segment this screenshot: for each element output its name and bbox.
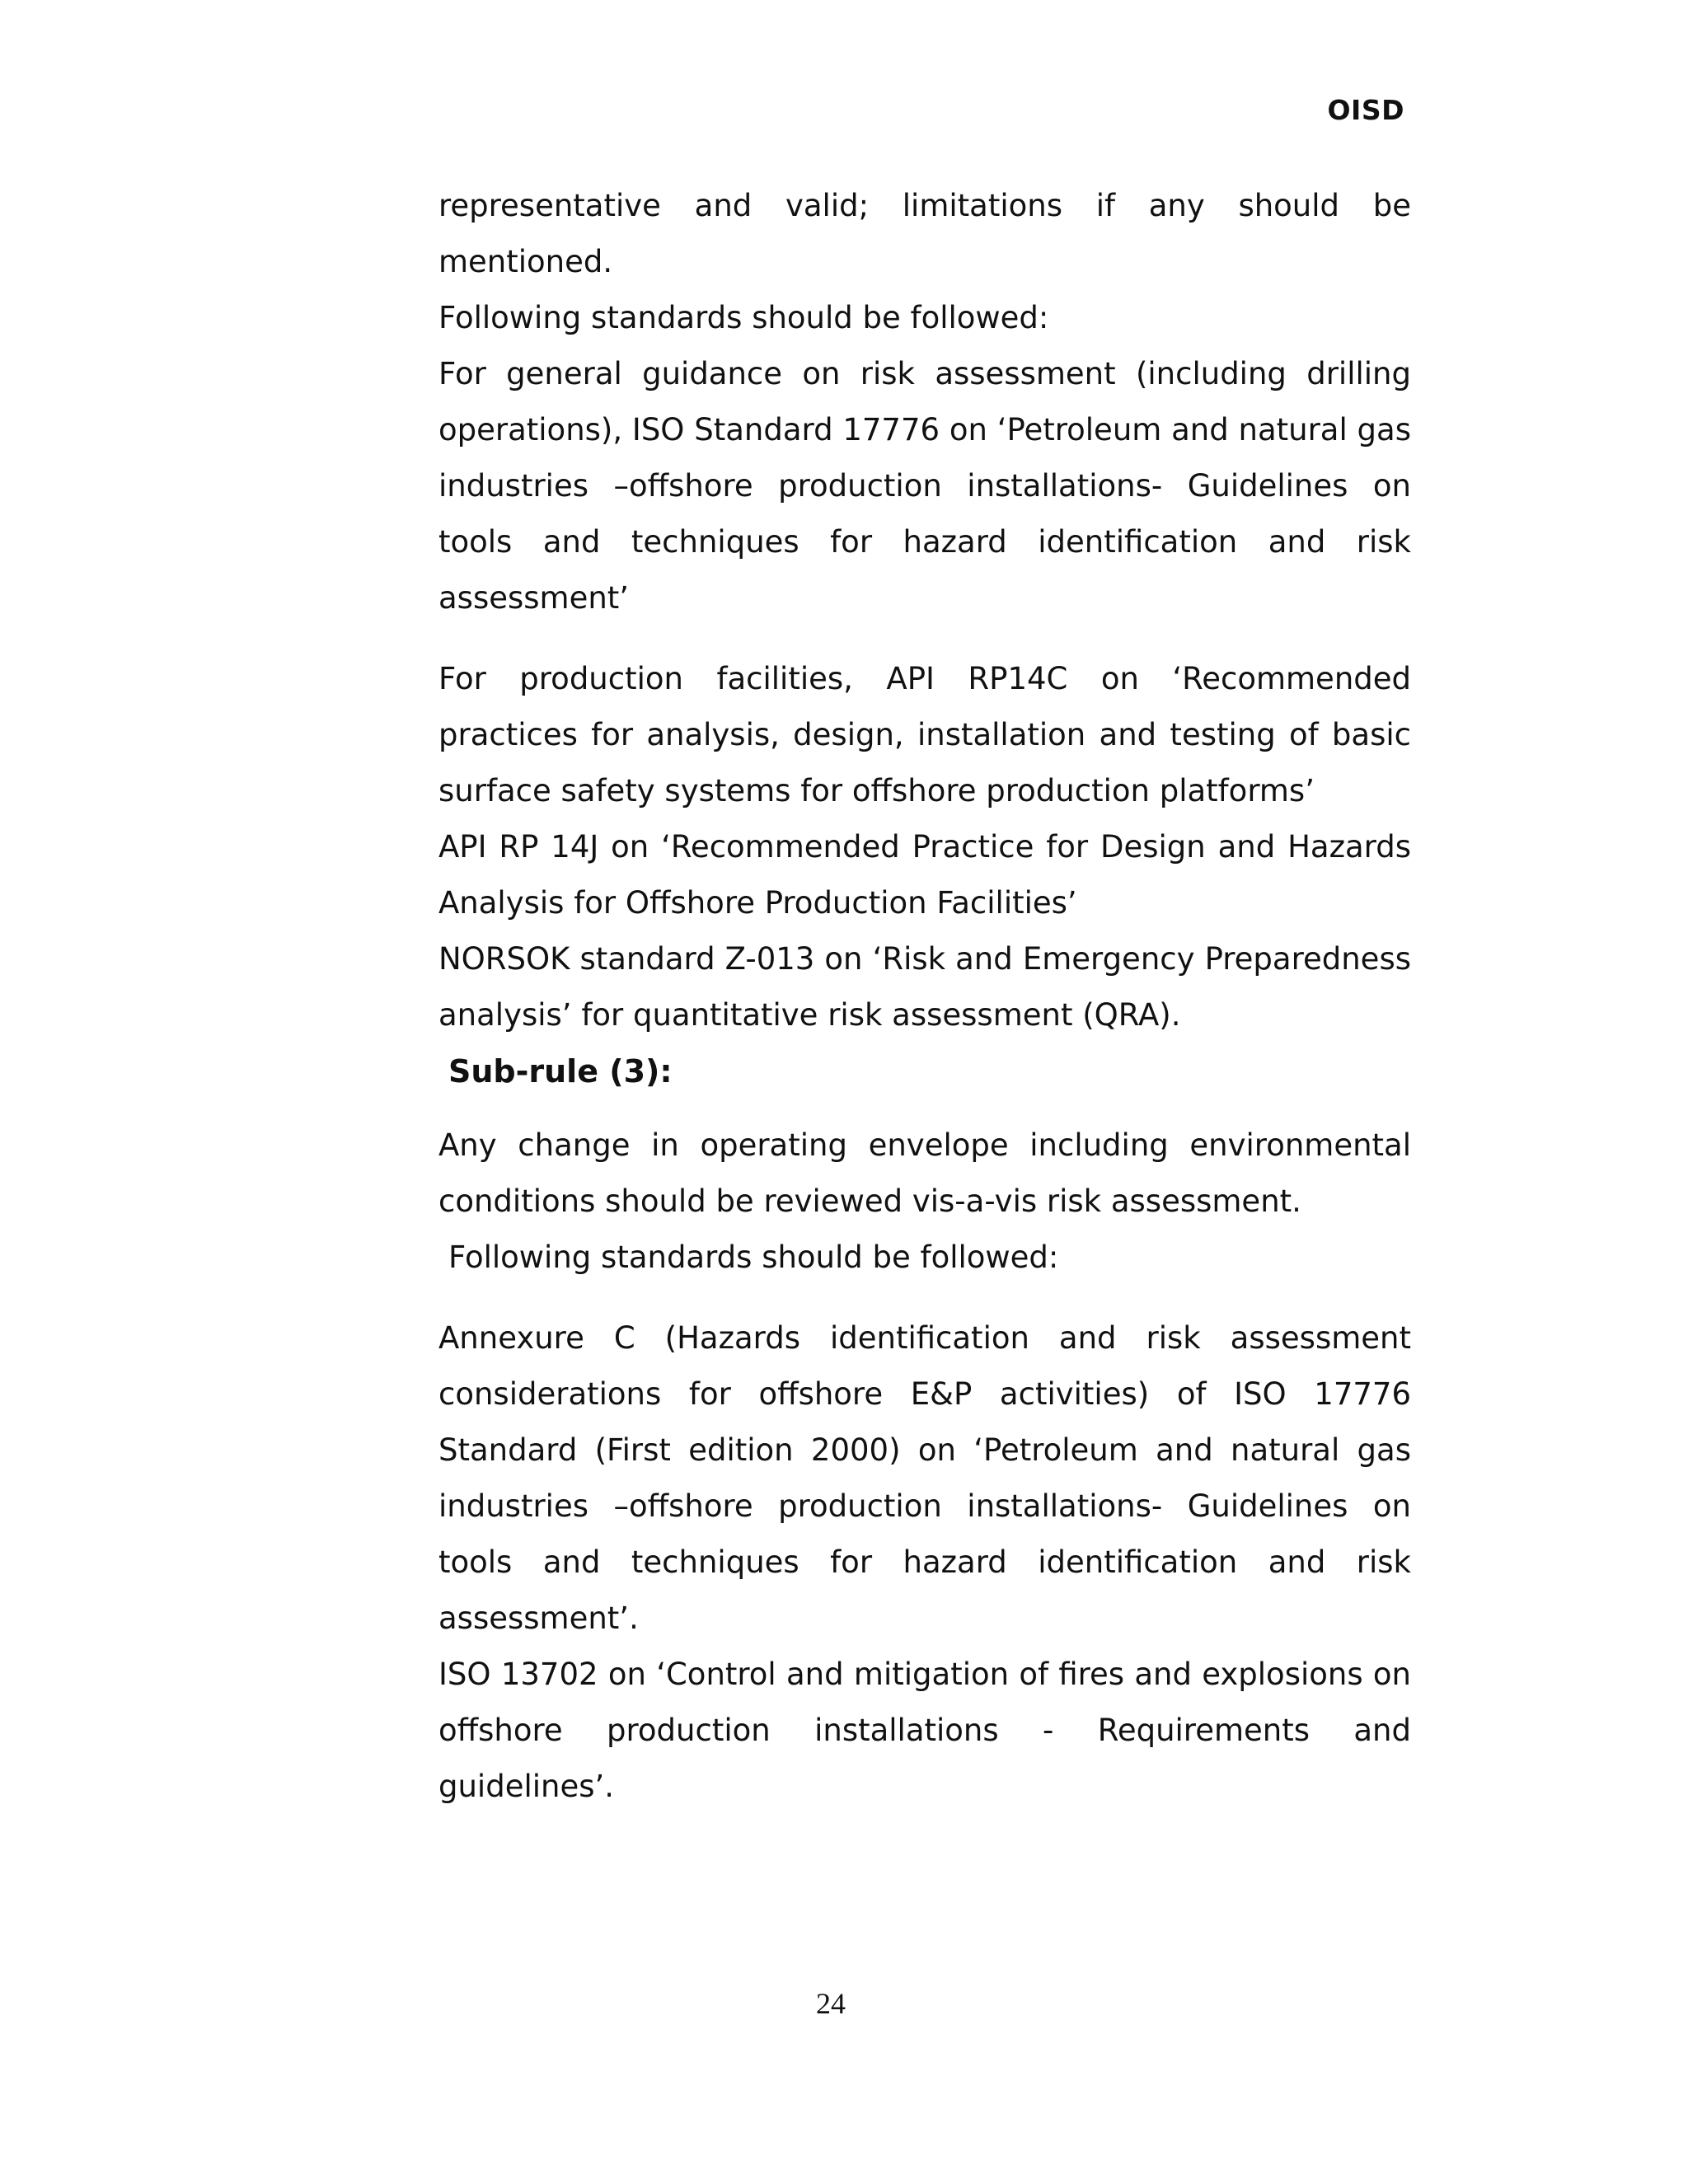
paragraph: For production facilities, API RP14C on ‘Recommended practices for analysis, design, installation and testing of basic surface safety systems for offshore production platforms’ [438,661,1411,808]
paragraph: representative and valid; limitations if any should be mentioned. [438,188,1411,279]
paragraph: For general guidance on risk assessment (including drilling operations), ISO Standard 17776 on ‘Petroleum and natural gas industries –offshore production installations- Guidelines on tools and techniques for hazard identification and risk assessment’ [438,356,1411,616]
paragraph: Following standards should be followed: [448,1240,1059,1275]
section-heading: Sub-rule (3): [448,1053,673,1090]
paragraph: Following standards should be followed: [438,300,1049,335]
paragraph: Annexure C (Hazards identification and risk assessment considerations for offshore E&P activities) of ISO 17776 Standard (First edition 2000) on ‘Petroleum and natural gas industries –offshore production installations- Guidelines on tools and techniques for hazard identification and risk assessment’. [438,1320,1411,1636]
paragraph: NORSOK standard Z-013 on ‘Risk and Emergency Preparedness analysis’ for quantitative risk assessment (QRA). [438,941,1411,1033]
body-text [438,178,1411,1815]
header-mark: OISD [1327,94,1404,126]
page-number: 24 [816,1987,846,2020]
paragraph: Any change in operating envelope including environmental conditions should be reviewed vis-a-vis risk assessment. [438,1127,1411,1219]
paragraph: API RP 14J on ‘Recommended Practice for Design and Hazards Analysis for Offshore Production Facilities’ [438,829,1411,921]
paragraph: ISO 13702 on ‘Control and mitigation of fires and explosions on offshore production installations - Requirements and guidelines’. [438,1657,1411,1804]
